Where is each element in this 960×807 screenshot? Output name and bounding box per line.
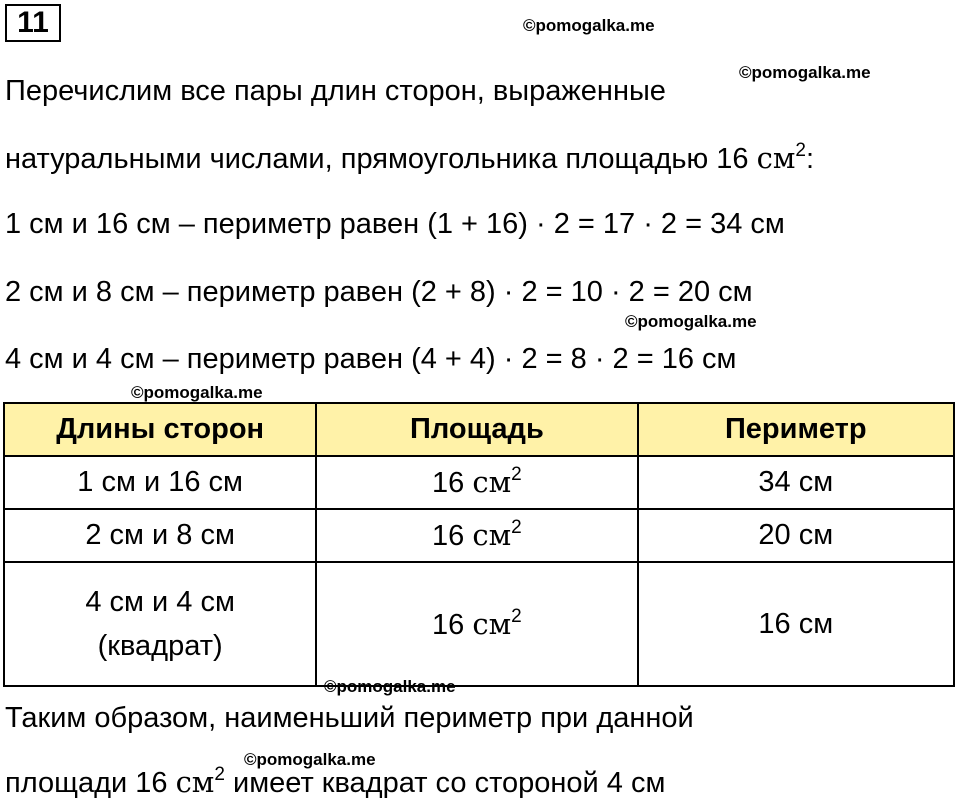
table-row	[4, 562, 954, 686]
watermark: ©pomogalka.me	[244, 750, 376, 769]
conclusion-line-1: Таким образом, наименьший периметр при данной	[5, 702, 694, 734]
cell-perimeter: 20 см	[638, 509, 954, 562]
unit-cm: см	[175, 765, 215, 799]
header-sides: Длины сторон	[4, 403, 316, 456]
exponent: 2	[214, 764, 225, 785]
header-area: Площадь	[316, 403, 637, 456]
cell-sides: 2 см и 8 см	[4, 509, 316, 562]
cell-perimeter: 16 см	[638, 562, 954, 686]
header-perimeter: Периметр	[638, 403, 954, 456]
unit-cm: см	[472, 465, 512, 499]
table-header-row	[4, 403, 954, 456]
area-value: 16	[432, 608, 473, 641]
watermark: ©pomogalka.me	[131, 383, 263, 402]
watermark: ©pomogalka.me	[523, 16, 655, 35]
exponent: 2	[511, 464, 522, 485]
unit-cm: см	[472, 606, 512, 641]
intro-line-2-text: натуральными числами, прямоугольника площадью 16	[5, 143, 757, 175]
exponent: 2	[795, 140, 806, 161]
intro-line-1: Перечислим все пары длин сторон, выраженные	[5, 75, 666, 107]
calc-line-2: 2 см и 8 см – периметр равен (2 + 8) · 2 = 10 · 2 = 20 см	[5, 276, 753, 308]
watermark: ©pomogalka.me	[625, 312, 757, 331]
table-row	[4, 509, 954, 562]
summary-table	[3, 402, 955, 687]
calc-line-3: 4 см и 4 см – периметр равен (4 + 4) · 2 = 8 · 2 = 16 см	[5, 343, 737, 375]
exponent: 2	[511, 605, 522, 627]
conclusion-line-2	[5, 765, 665, 800]
cell-sides: 1 см и 16 см	[4, 456, 316, 509]
cell-perimeter: 34 см	[638, 456, 954, 509]
intro-line-2	[5, 141, 814, 176]
task-number: 11	[5, 4, 61, 42]
sides-note: (квадрат)	[97, 630, 223, 662]
table-row	[4, 456, 954, 509]
exponent: 2	[511, 517, 522, 538]
cell-area	[316, 456, 637, 509]
unit-cm: см	[472, 518, 512, 552]
area-value: 16	[432, 467, 473, 499]
watermark: ©pomogalka.me	[324, 677, 456, 696]
cell-area	[316, 509, 637, 562]
intro-line-2-end: :	[805, 143, 815, 175]
conclusion-line-2-end: имеет квадрат со стороной 4 см	[224, 767, 666, 799]
cell-area	[316, 562, 637, 686]
sides-value: 4 см и 4 см	[85, 586, 235, 618]
calc-line-1: 1 см и 16 см – периметр равен (1 + 16) · 2 = 17 · 2 = 34 см	[5, 208, 785, 240]
cell-sides	[4, 562, 316, 686]
unit-cm: см	[756, 141, 796, 175]
conclusion-line-2-start: площади 16	[5, 767, 176, 799]
area-value: 16	[432, 520, 473, 552]
watermark: ©pomogalka.me	[739, 63, 871, 82]
